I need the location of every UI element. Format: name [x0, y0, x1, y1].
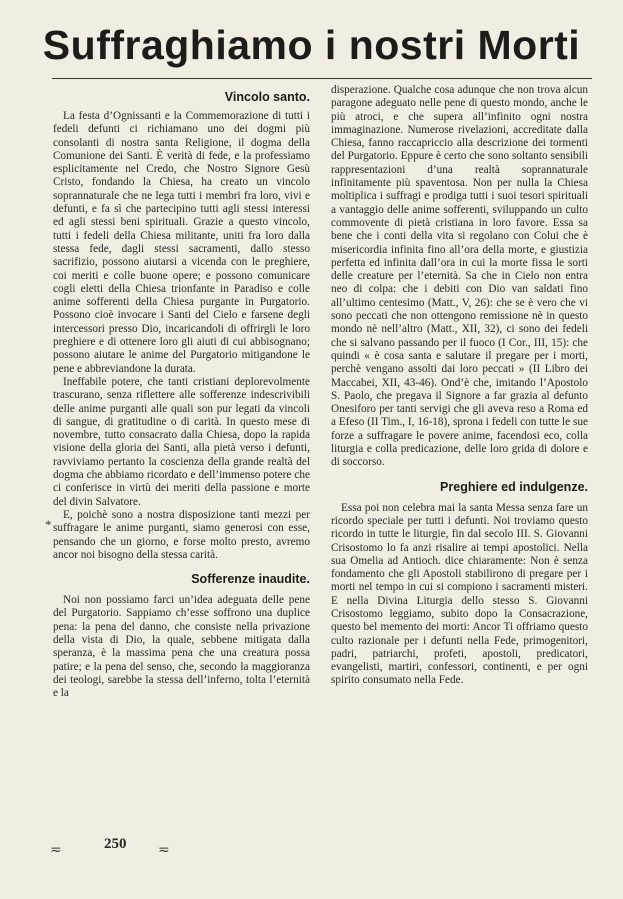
footer-ornament-left: ≂ — [50, 843, 62, 858]
paragraph: disperazione. Qualche cosa adunque che non trova alcun paragone adeguato nelle pene di questo mondo, anche le più atroci, e che supera all’infinito ogni nostra immaginazione. Numerose rivelazioni, accreditate dalla Chiesa, fanno raccapriccio alla descrizione dei tormenti del Purgatorio. Eppure è certo che sono soltanto sensibili rappresentazioni d’una realtà soprannaturale infinitamente più spaventosa. Non per nulla la Chiesa moltiplica i suffragi e prodiga tutti i suoi tesori spirituali a vantaggio delle anime sofferenti, sviluppando un culto commovente di pietà cristiana in loro favore. Essa sa bene che i conti della vita si regolano con Colui che è misericordia infinita fino all’ora della morte, e giustizia perfetta ed infinita dall’ora in cui la morte fissa le sorti delle creature per l’eternità. Sa che in Cielo non entra neo di colpa: che i debiti con Dio van saldati fino all’ultimo centesimo (Matt., V, 26): che se è vero che vi sono peccati che non ottengono remissione nè in questo mondo nè nell’altro (Matt., XII, 32), ci sono dei fedeli che si salvano passando per il fuoco (I Cor., III, 15): che quindi « è cosa santa e salutare il pregare per i morti, perchè vengano assolti dai loro peccati » (II Libro dei Maccabei, XII, 43-46). Ond’è che, imitando l’Apostolo S. Paolo, che pregava il Signore a far grazia al defunto Onesiforo per tanti servigi che gli aveva reso a Roma ed a Efeso (II Tim., I, 16-18), sprona i fedeli con tutte le sue forze a suffragare le povere anime, facendosi eco, colla liturgia e colla predicazione, delle loro grida di dolore e di soccorso. — [331, 84, 588, 469]
page-number: 250 — [104, 836, 127, 852]
paragraph: E, poichè sono a nostra disposizione tanti mezzi per suffragare le anime purganti, siamo generosi con esse, pensando che un giorno, e forse molto presto, avremo ancor noi bisogno della stessa carità. — [53, 508, 310, 561]
paragraph: Noi non possiamo farci un’idea adeguata delle pene del Purgatorio. Sappiamo ch’esse soffrono una duplice pena: la pena del danno, che consiste nella privazione della vista di Dio, la quale, sebbene mitigata dalla speranza, è la massima pena che una creatura possa patire; e la pena del senso, che, secondo la maggioranza dei teologi, sarebbe la stessa dell’inferno, tolta l’eternità e la — [53, 594, 310, 700]
right-column — [331, 84, 588, 688]
margin-mark: * — [45, 517, 52, 532]
section-heading-vincolo: Vincolo santo. — [224, 90, 310, 104]
paragraph: Ineffabile potere, che tanti cristiani deplorevolmente trascurano, senza riflettere alle sofferenze indescrivibili delle anime purganti alle quali son pur legati da vincoli di sangue, di gratitudine o di carità. In questo mese di novembre, tutto consacrato dalla Chiesa, dopo la rapida visione della gloria dei Santi, alla pietà verso i defunti, ravviviamo pertanto la coscienza della grande realtà del dogma che abbiamo ricordato e dell’immenso potere che ci conferisce in virtù dei meriti della passione e morte del divin Salvatore. — [53, 375, 310, 508]
section-heading-sofferenze: Sofferenze inaudite. — [191, 572, 310, 587]
left-column — [53, 84, 310, 700]
article-title: Suffraghiamo i nostri Morti — [42, 22, 581, 68]
paragraph: La festa d’Ognissanti e la Commemorazione di tutti i fedeli defunti ci richiamano uno dei dogmi più consolanti di nostra santa Religione, il dogma della Comunione dei Santi. È verità di fede, e la professiamo esplicitamente nel Credo, che Nostro Signore Gesù Cristo, fondando la Chiesa, ha creato un vincolo soprannaturale che ne lega tutti i membri fra loro, vivi e defunti, e fa sì che partecipino tutti agli stessi interessi ed agli stessi beni spirituali. Grazie a questo vincolo, tutti i fedeli della Chiesa militante, uniti fra loro dalla stessa fede, dagli stessi sacramenti, dallo stesso sacrifizio, possono aiutarsi a vicenda con le preghiere, coi meriti e colle buone opere; e possono comunicare cogli eletti della Chiesa trionfante in Paradiso e colle anime sofferenti della Chiesa purgante in Purgatorio. Possono cioè invocare i Santi del Cielo e farsene degli intercessori presso Dio, incaricandoli di offrirgli le loro preghiere e di ottenere loro gli aiuti di cui abbisognano; possono aiutare le anime del Purgatorio mitigandone le pene e abbreviandone la durata. — [53, 110, 310, 375]
footer-ornament-right: ≂ — [158, 843, 170, 858]
paragraph: Essa poi non celebra mai la santa Messa senza fare un ricordo speciale per tutti i defunti. Noi troviamo questo ricordo in tutte le liturgie, fin dal secolo III. S. Giovanni Crisostomo lo fa anzi risalire ai tempi apostolici. Nella sua Omelia ad Antioch. dice chiaramente: Non è senza fondamento che gli Apostoli stabilirono di pregare per i morti nel tempo in cui si compiono i sacramenti misteri. E nella Divina Liturgia dello stesso S. Giovanni Crisostomo leggiamo, subito dopo la Consacrazione, questo bel memento dei morti: Ancor Ti offriamo questo culto razionale per i defunti nella Fede, primogenitori, padri, patriarchi, profeti, apostoli, predicatori, evangelisti, martiri, confessori, continenti, e per ogni spirito consumato nella Fede. — [331, 501, 588, 687]
title-rule — [52, 78, 592, 79]
page-footer — [50, 832, 190, 862]
section-heading-preghiere: Preghiere ed indulgenze. — [440, 479, 588, 494]
